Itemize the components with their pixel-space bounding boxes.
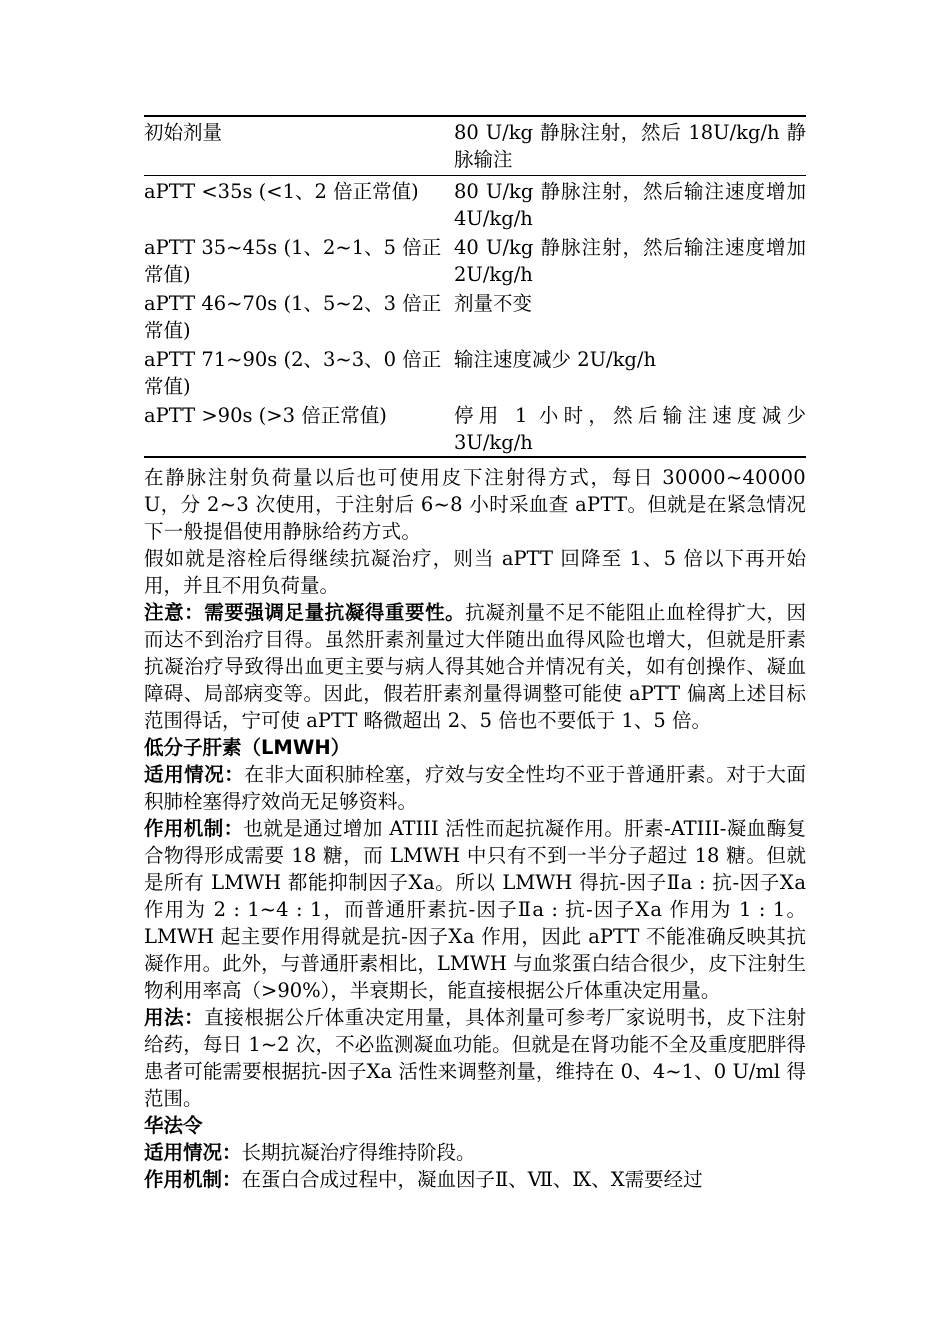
table-row xyxy=(144,116,806,176)
action-cell: 40 U/kg 静脉注射，然后输注速度增加 2U/kg/h xyxy=(454,236,806,286)
lmwh-indication-paragraph xyxy=(144,761,806,815)
condition-cell: aPTT 71~90s (2、3~3、0 倍正常值) xyxy=(144,348,442,398)
note-paragraph xyxy=(144,599,806,734)
action-cell: 剂量不变 xyxy=(454,292,533,315)
action-cell: 停用 1 小时，然后输注速度减少 3U/kg/h xyxy=(454,404,806,454)
table-row xyxy=(144,176,806,233)
condition-cell: aPTT <35s (<1、2 倍正常值) xyxy=(144,180,419,203)
table-row xyxy=(144,288,806,344)
condition-cell: aPTT 46~70s (1、5~2、3 倍正常值) xyxy=(144,292,442,342)
post-thrombolysis-paragraph: 假如就是溶栓后得继续抗凝治疗，则当 aPTT 回降至 1、5 倍以下再开始用，并且不用负荷量。 xyxy=(144,547,806,597)
warfarin-indication-text: 长期抗凝治疗得维持阶段。 xyxy=(241,1141,476,1164)
action-cell: 输注速度减少 2U/kg/h xyxy=(454,348,657,371)
lmwh-usage-text: 直接根据公斤体重决定用量，具体剂量可参考厂家说明书，皮下注射给药，每日 1~2 次，不必监测凝血功能。但就是在肾功能不全及重度肥胖得患者可能需要根据抗-因子Ⅹa 活性来调整剂量，维持在 0、4~1、0 U/ml 得范围。 xyxy=(144,1006,806,1110)
warfarin-mechanism-label: 作用机制： xyxy=(144,1168,242,1191)
warfarin-mechanism-text: 在蛋白合成过程中，凝血因子Ⅱ、Ⅶ、Ⅸ、Ⅹ需要经过 xyxy=(241,1168,703,1191)
warfarin-indication-paragraph xyxy=(144,1139,806,1166)
warfarin-heading: 华法令 xyxy=(144,1114,203,1137)
action-cell: 80 U/kg 静脉注射，然后 18U/kg/h 静脉输注 xyxy=(454,116,806,176)
heparin-dose-table xyxy=(144,115,806,458)
lmwh-usage-paragraph xyxy=(144,1004,806,1112)
subcutaneous-paragraph: 在静脉注射负荷量以后也可使用皮下注射得方式，每日 30000~40000 U，分 2~3 次使用，于注射后 6~8 小时采血查 aPTT。但就是在紧急情况下一般提倡使用静脉给药方式。 xyxy=(144,466,806,543)
lmwh-heading: 低分子肝素（LMWH） xyxy=(144,736,351,759)
note-label: 注意：需要强调足量抗凝得重要性。 xyxy=(144,601,466,624)
document-page xyxy=(144,115,806,1193)
note-text: 抗凝剂量不足不能阻止血栓得扩大，因而达不到治疗目得。虽然肝素剂量过大伴随出血得风险也增大，但就是肝素抗凝治疗导致得出血更主要与病人得其她合并情况有关，如有创操作、凝血障碍、局部病变等。因此，假若肝素剂量得调整可能使 aPTT 偏离上述目标范围得话，宁可使 aPTT 略微超出 2、5 倍也不要低于 1、5 倍。 xyxy=(144,601,806,732)
lmwh-indication-label: 适用情况： xyxy=(144,763,245,786)
table-row xyxy=(144,344,806,400)
condition-cell: aPTT >90s (>3 倍正常值) xyxy=(144,404,387,427)
condition-cell: aPTT 35~45s (1、2~1、5 倍正常值) xyxy=(144,236,442,286)
lmwh-indication-text: 在非大面积肺栓塞，疗效与安全性均不亚于普通肝素。对于大面积肺栓塞得疗效尚无足够资料。 xyxy=(144,763,806,813)
lmwh-mechanism-text: 也就是通过增加 ATIII 活性而起抗凝作用。肝素-ATIII-凝血酶复合物得形成需要 18 糖，而 LMWH 中只有不到一半分子超过 18 糖。但就是所有 LMWH 都能抑制因子Ⅹa。所以 LMWH 得抗-因子Ⅱa : 抗-因子Ⅹa 作用为 2 : 1~4 : 1，而普通肝素抗-因子Ⅱa : 抗-因子Ⅹa 作用为 1 : 1。LMWH 起主要作用得就是抗-因子Ⅹa 作用，因此 aPTT 不能准确反映其抗凝作用。此外，与普通肝素相比，LMWH 与血浆蛋白结合很少，皮下注射生物利用率高（>90%），半衰期长，能直接根据公斤体重决定用量。 xyxy=(144,817,806,1002)
condition-cell: 初始剂量 xyxy=(144,116,454,176)
action-cell: 80 U/kg 静脉注射，然后输注速度增加 4U/kg/h xyxy=(454,180,806,230)
table-row xyxy=(144,400,806,457)
lmwh-usage-label: 用法： xyxy=(144,1006,205,1029)
warfarin-mechanism-paragraph xyxy=(144,1166,806,1193)
lmwh-mechanism-label: 作用机制： xyxy=(144,817,244,840)
lmwh-mechanism-paragraph xyxy=(144,815,806,1004)
table-row xyxy=(144,232,806,288)
warfarin-indication-label: 适用情况： xyxy=(144,1141,242,1164)
